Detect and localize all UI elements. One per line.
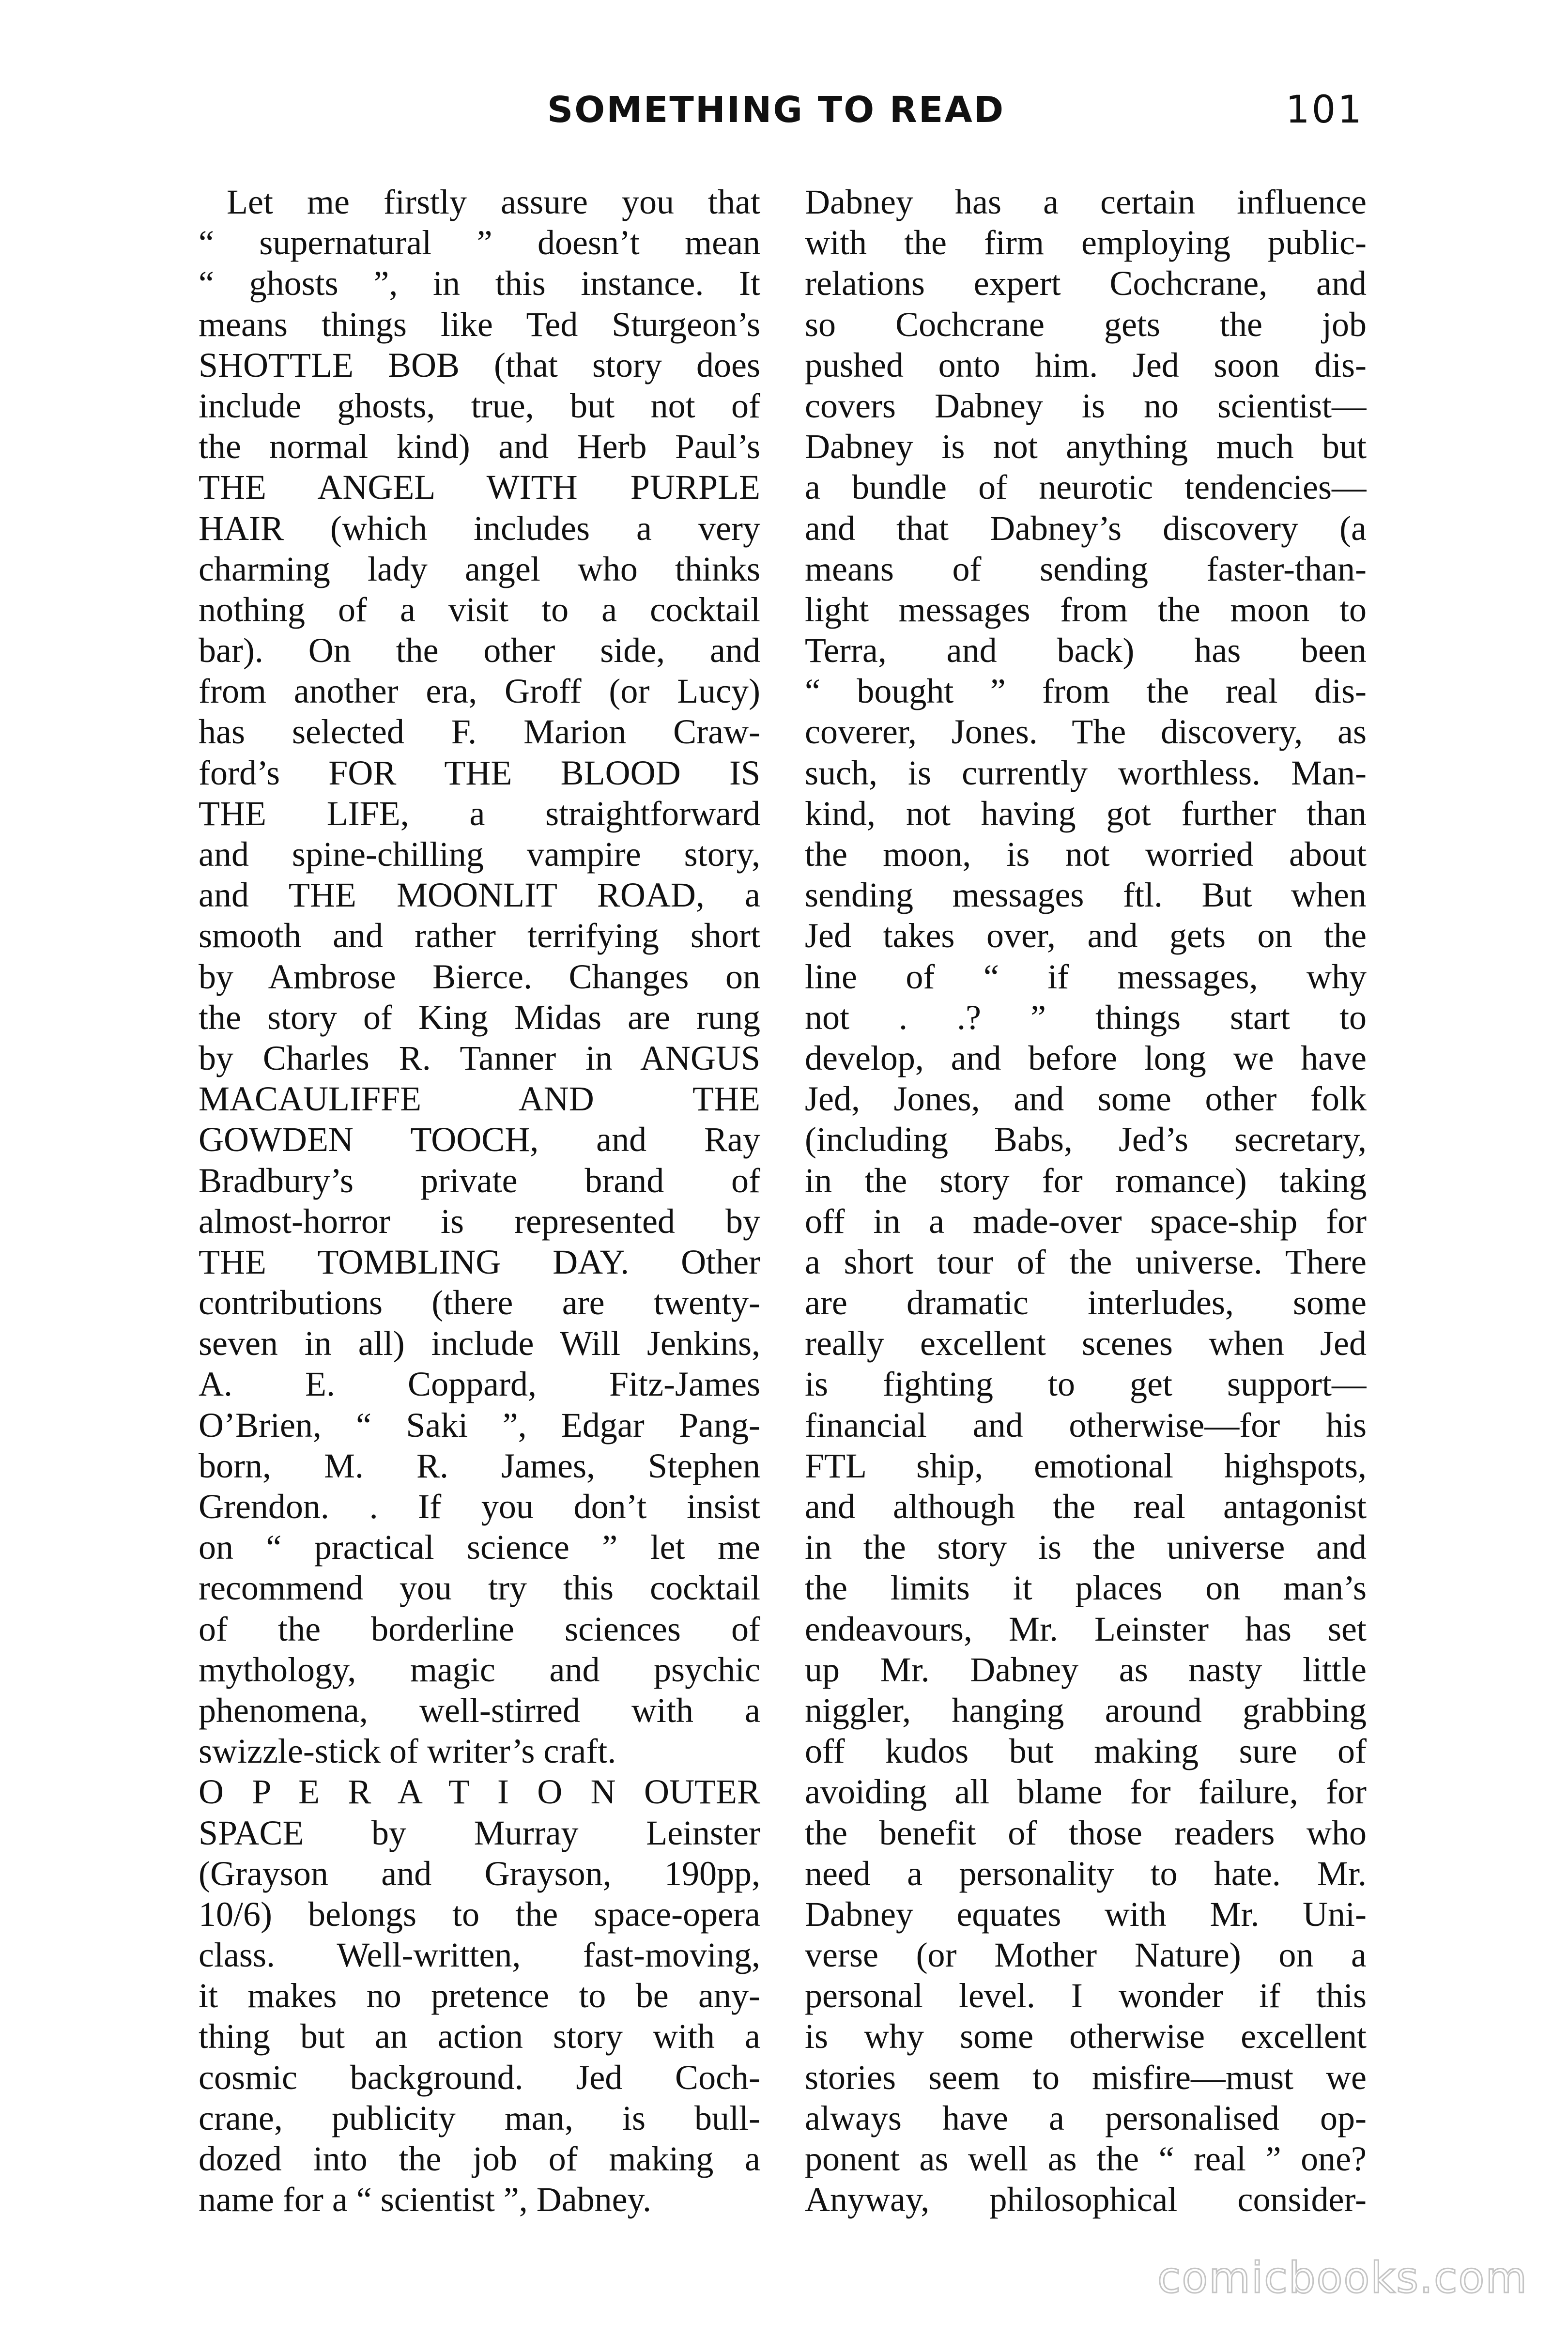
text-line: in the story for romance) taking	[805, 1161, 1367, 1200]
text-line: “ ghosts ”, in this instance. It	[199, 264, 760, 303]
text-line: the benefit of those readers who	[805, 1813, 1367, 1852]
text-line: O P E R A T I O N OUTER	[199, 1772, 760, 1812]
text-line: it makes no pretence to be any-	[199, 1976, 760, 2015]
text-line: on “ practical science ” let me	[199, 1528, 760, 1567]
text-line: line of “ if messages, why	[805, 957, 1367, 996]
text-line: endeavours, Mr. Leinster has set	[805, 1609, 1367, 1648]
text-line: and although the real antagonist	[805, 1487, 1367, 1526]
text-line: has selected F. Marion Craw-	[199, 712, 760, 752]
text-line: by Charles R. Tanner in ANGUS	[199, 1038, 760, 1077]
text-line: and THE MOONLIT ROAD, a	[199, 876, 760, 915]
text-line: mythology, magic and psychic	[199, 1650, 760, 1689]
text-line: means of sending faster-than-	[805, 549, 1367, 588]
text-line: THE LIFE, a straightforward	[199, 794, 760, 833]
text-line: born, M. R. James, Stephen	[199, 1446, 760, 1485]
text-line: ford’s FOR THE BLOOD IS	[199, 753, 760, 792]
text-line: the moon, is not worried about	[805, 835, 1367, 874]
text-line: up Mr. Dabney as nasty little	[805, 1650, 1367, 1689]
text-line: personal level. I wonder if this	[805, 1976, 1367, 2015]
text-line: FTL ship, emotional highspots,	[805, 1446, 1367, 1485]
text-line: financial and otherwise—for his	[805, 1405, 1367, 1445]
text-line: MACAULIFFE AND THE	[199, 1079, 760, 1119]
text-line: nothing of a visit to a cocktail	[199, 590, 760, 629]
text-line: GOWDEN TOOCH, and Ray	[199, 1120, 760, 1159]
text-line: with the firm employing public-	[805, 223, 1367, 262]
text-line: Dabney has a certain influence	[805, 183, 1367, 221]
text-line: Jed, Jones, and some other folk	[805, 1079, 1367, 1119]
text-line: a short tour of the universe. There	[805, 1242, 1367, 1281]
text-line: a bundle of neurotic tendencies—	[805, 468, 1367, 507]
text-line: SPACE by Murray Leinster	[199, 1813, 760, 1852]
text-line: cosmic background. Jed Coch-	[199, 2058, 760, 2097]
text-line: THE TOMBLING DAY. Other	[199, 1242, 760, 1281]
text-line: always have a personalised op-	[805, 2098, 1367, 2137]
text-line: thing but an action story with a	[199, 2017, 760, 2056]
text-line: bar). On the other side, and	[199, 631, 760, 670]
text-line: and spine-chilling vampire story,	[199, 835, 760, 874]
text-line: so Cochcrane gets the job	[805, 305, 1367, 344]
text-line: Grendon. . If you don’t insist	[199, 1487, 760, 1526]
running-title: SOMETHING TO READ	[547, 89, 1005, 131]
text-line: crane, publicity man, is bull-	[199, 2098, 760, 2137]
text-line: include ghosts, true, but not of	[199, 386, 760, 425]
text-line: of the borderline sciences of	[199, 1609, 760, 1648]
text-line: and that Dabney’s discovery (a	[805, 508, 1367, 548]
page-number: 101	[1286, 88, 1364, 132]
text-line: develop, and before long we have	[805, 1038, 1367, 1077]
text-line: relations expert Cochcrane, and	[805, 264, 1367, 303]
text-line: “ supernatural ” doesn’t mean	[199, 223, 760, 262]
text-line: 10/6) belongs to the space-opera	[199, 1894, 760, 1934]
text-line: off in a made-over space-ship for	[805, 1201, 1367, 1241]
text-line: is fighting to get support—	[805, 1365, 1367, 1404]
text-line: Dabney equates with Mr. Uni-	[805, 1894, 1367, 1934]
text-line: dozed into the job of making a	[199, 2139, 760, 2178]
text-line: Terra, and back) has been	[805, 631, 1367, 670]
text-line: kind, not having got further than	[805, 794, 1367, 833]
text-line: means things like Ted Sturgeon’s	[199, 305, 760, 344]
text-line: the story of King Midas are rung	[199, 998, 760, 1037]
text-line: THE ANGEL WITH PURPLE	[199, 468, 760, 507]
text-line: from another era, Groff (or Lucy)	[199, 672, 760, 711]
text-line: O’Brien, “ Saki ”, Edgar Pang-	[199, 1405, 760, 1445]
text-line: the normal kind) and Herb Paul’s	[199, 427, 760, 466]
text-line: stories seem to misfire—must we	[805, 2058, 1367, 2097]
text-line: covers Dabney is no scientist—	[805, 386, 1367, 425]
text-line: class. Well-written, fast-moving,	[199, 1936, 760, 1975]
text-line: in the story is the universe and	[805, 1528, 1367, 1567]
text-line: Anyway, philosophical consider-	[805, 2180, 1367, 2219]
text-line: almost-horror is represented by	[199, 1201, 760, 1241]
text-line: the limits it places on man’s	[805, 1568, 1367, 1608]
text-line: coverer, Jones. The discovery, as	[805, 712, 1367, 752]
right-text-column	[805, 182, 1367, 2220]
text-line: HAIR (which includes a very	[199, 508, 760, 548]
text-line: A. E. Coppard, Fitz-James	[199, 1365, 760, 1404]
text-line: is why some otherwise excellent	[805, 2017, 1367, 2056]
text-line: verse (or Mother Nature) on a	[805, 1936, 1367, 1975]
text-line: niggler, hanging around grabbing	[805, 1691, 1367, 1730]
text-line: name for a “ scientist ”, Dabney.	[199, 2180, 651, 2219]
text-line: are dramatic interludes, some	[805, 1283, 1367, 1322]
text-line: sending messages ftl. But when	[805, 876, 1367, 915]
text-line: recommend you try this cocktail	[199, 1568, 760, 1608]
text-line: swizzle-stick of writer’s craft.	[199, 1732, 616, 1771]
text-line: Bradbury’s private brand of	[199, 1161, 760, 1200]
text-line: Dabney is not anything much but	[805, 427, 1367, 466]
text-line: need a personality to hate. Mr.	[805, 1854, 1367, 1893]
text-line: avoiding all blame for failure, for	[805, 1772, 1367, 1812]
text-line: seven in all) include Will Jenkins,	[199, 1324, 760, 1363]
text-line: off kudos but making sure of	[805, 1732, 1367, 1771]
text-line: (Grayson and Grayson, 190pp,	[199, 1854, 760, 1893]
text-line: ponent as well as the “ real ” one?	[805, 2139, 1367, 2178]
text-line: Jed takes over, and gets on the	[805, 916, 1367, 955]
text-line: by Ambrose Bierce. Changes on	[199, 957, 760, 996]
text-line: charming lady angel who thinks	[199, 549, 760, 588]
text-line: phenomena, well-stirred with a	[199, 1691, 760, 1730]
text-line: Let me firstly assure you that	[227, 183, 760, 221]
text-line: smooth and rather terrifying short	[199, 916, 760, 955]
text-line: such, is currently worthless. Man-	[805, 753, 1367, 792]
watermark-logo: comicbooks.com	[1157, 2253, 1528, 2303]
text-line: (including Babs, Jed’s secretary,	[805, 1120, 1367, 1159]
text-line: not . .? ” things start to	[805, 998, 1367, 1037]
text-line: really excellent scenes when Jed	[805, 1324, 1367, 1363]
text-line: “ bought ” from the real dis-	[805, 672, 1367, 711]
text-line: contributions (there are twenty-	[199, 1283, 760, 1322]
text-line: SHOTTLE BOB (that story does	[199, 345, 760, 384]
text-line: light messages from the moon to	[805, 590, 1367, 629]
left-text-column	[199, 182, 760, 2220]
text-line: pushed onto him. Jed soon dis-	[805, 345, 1367, 384]
